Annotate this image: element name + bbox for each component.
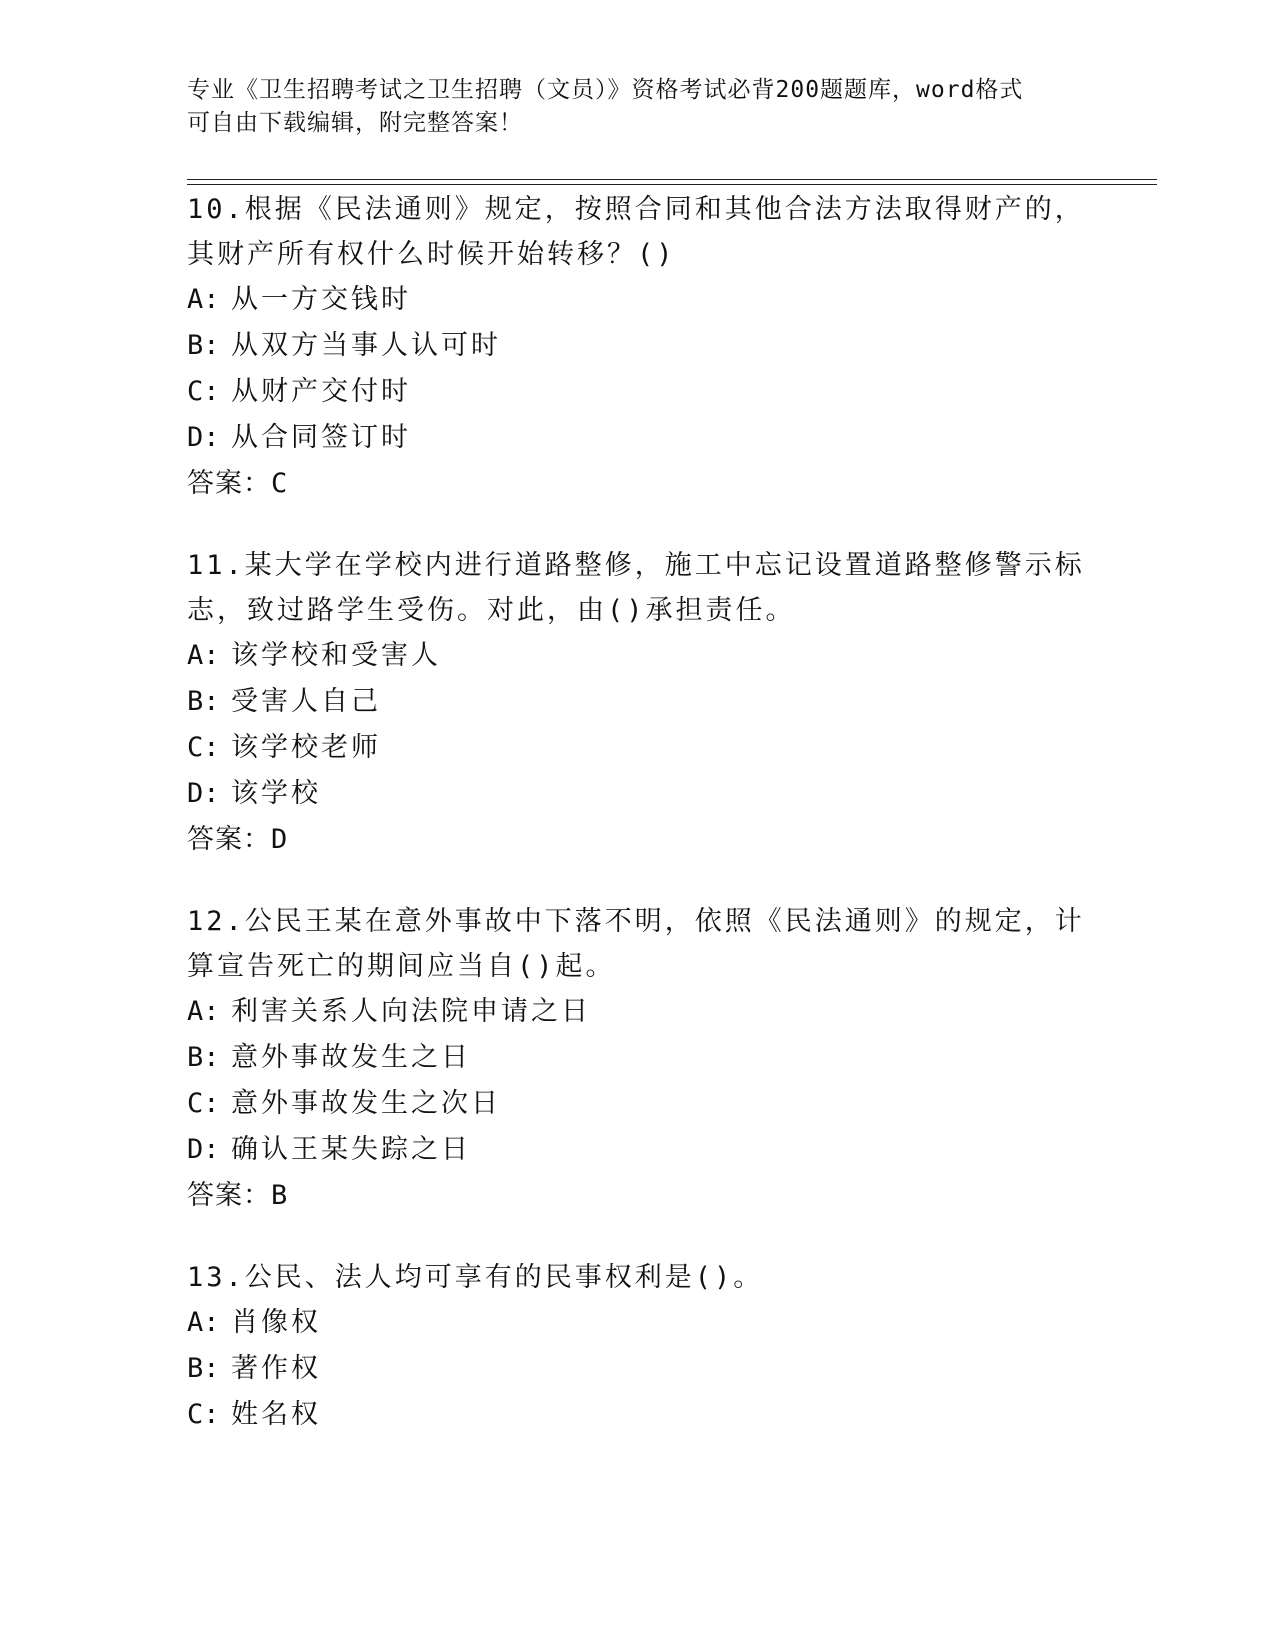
question-stem: 13.公民、法人均可享有的民事权利是()。 bbox=[187, 1262, 764, 1293]
question-list bbox=[187, 187, 1087, 1474]
option-text: 从一方交钱时 bbox=[231, 284, 411, 315]
header-line-2: 可自由下载编辑，附完整答案！ bbox=[187, 110, 523, 136]
option-text: 从财产交付时 bbox=[231, 376, 411, 407]
answer-line: 答案：D bbox=[187, 824, 289, 855]
option-letter: C: bbox=[187, 732, 220, 763]
question-stem: 12.公民王某在意外事故中下落不明，依照《民法通则》的规定，计算宣告死亡的期间应当自()起。 bbox=[187, 906, 1085, 982]
option-text: 从合同签订时 bbox=[231, 422, 411, 453]
option-text: 著作权 bbox=[231, 1353, 321, 1384]
option-letter: C: bbox=[187, 1399, 220, 1430]
header-divider-bottom bbox=[187, 184, 1157, 185]
option-a bbox=[187, 989, 1087, 1035]
option-letter: A: bbox=[187, 640, 220, 671]
question-11 bbox=[187, 543, 1087, 863]
option-text: 意外事故发生之日 bbox=[231, 1042, 471, 1073]
question-12 bbox=[187, 899, 1087, 1219]
option-b bbox=[187, 679, 1087, 725]
header-divider-top bbox=[187, 179, 1157, 180]
question-13 bbox=[187, 1255, 1087, 1438]
option-d bbox=[187, 771, 1087, 817]
option-text: 利害关系人向法院申请之日 bbox=[231, 996, 591, 1027]
option-letter: A: bbox=[187, 996, 220, 1027]
option-c bbox=[187, 1081, 1087, 1127]
option-letter: B: bbox=[187, 1042, 220, 1073]
option-text: 姓名权 bbox=[231, 1399, 321, 1430]
option-text: 肖像权 bbox=[231, 1307, 321, 1338]
question-stem: 10.根据《民法通则》规定，按照合同和其他合法方法取得财产的，其财产所有权什么时候开始转移？() bbox=[187, 194, 1085, 270]
option-a bbox=[187, 633, 1087, 679]
option-letter: B: bbox=[187, 1353, 220, 1384]
answer-line: 答案：C bbox=[187, 468, 289, 499]
option-text: 该学校老师 bbox=[231, 732, 381, 763]
option-text: 该学校和受害人 bbox=[231, 640, 441, 671]
answer-line: 答案：B bbox=[187, 1180, 289, 1211]
document-header bbox=[187, 74, 1087, 140]
option-letter: C: bbox=[187, 376, 220, 407]
option-letter: D: bbox=[187, 422, 220, 453]
option-c bbox=[187, 369, 1087, 415]
option-text: 该学校 bbox=[231, 778, 321, 809]
option-text: 受害人自己 bbox=[231, 686, 381, 717]
option-letter: A: bbox=[187, 1307, 220, 1338]
question-stem: 11.某大学在学校内进行道路整修，施工中忘记设置道路整修警示标志，致过路学生受伤。对此，由()承担责任。 bbox=[187, 550, 1085, 626]
option-b bbox=[187, 1035, 1087, 1081]
option-c bbox=[187, 1392, 1087, 1438]
option-letter: B: bbox=[187, 686, 220, 717]
question-10 bbox=[187, 187, 1087, 507]
option-b bbox=[187, 1346, 1087, 1392]
option-text: 确认王某失踪之日 bbox=[231, 1134, 471, 1165]
option-letter: D: bbox=[187, 778, 220, 809]
option-letter: C: bbox=[187, 1088, 220, 1119]
option-text: 意外事故发生之次日 bbox=[231, 1088, 501, 1119]
option-d bbox=[187, 1127, 1087, 1173]
option-text: 从双方当事人认可时 bbox=[231, 330, 501, 361]
option-letter: D: bbox=[187, 1134, 220, 1165]
option-letter: A: bbox=[187, 284, 220, 315]
option-a bbox=[187, 1300, 1087, 1346]
option-a bbox=[187, 277, 1087, 323]
option-letter: B: bbox=[187, 330, 220, 361]
header-line-1: 专业《卫生招聘考试之卫生招聘（文员）》资格考试必背200题题库，word格式 bbox=[187, 77, 1024, 103]
option-c bbox=[187, 725, 1087, 771]
option-b bbox=[187, 323, 1087, 369]
option-d bbox=[187, 415, 1087, 461]
